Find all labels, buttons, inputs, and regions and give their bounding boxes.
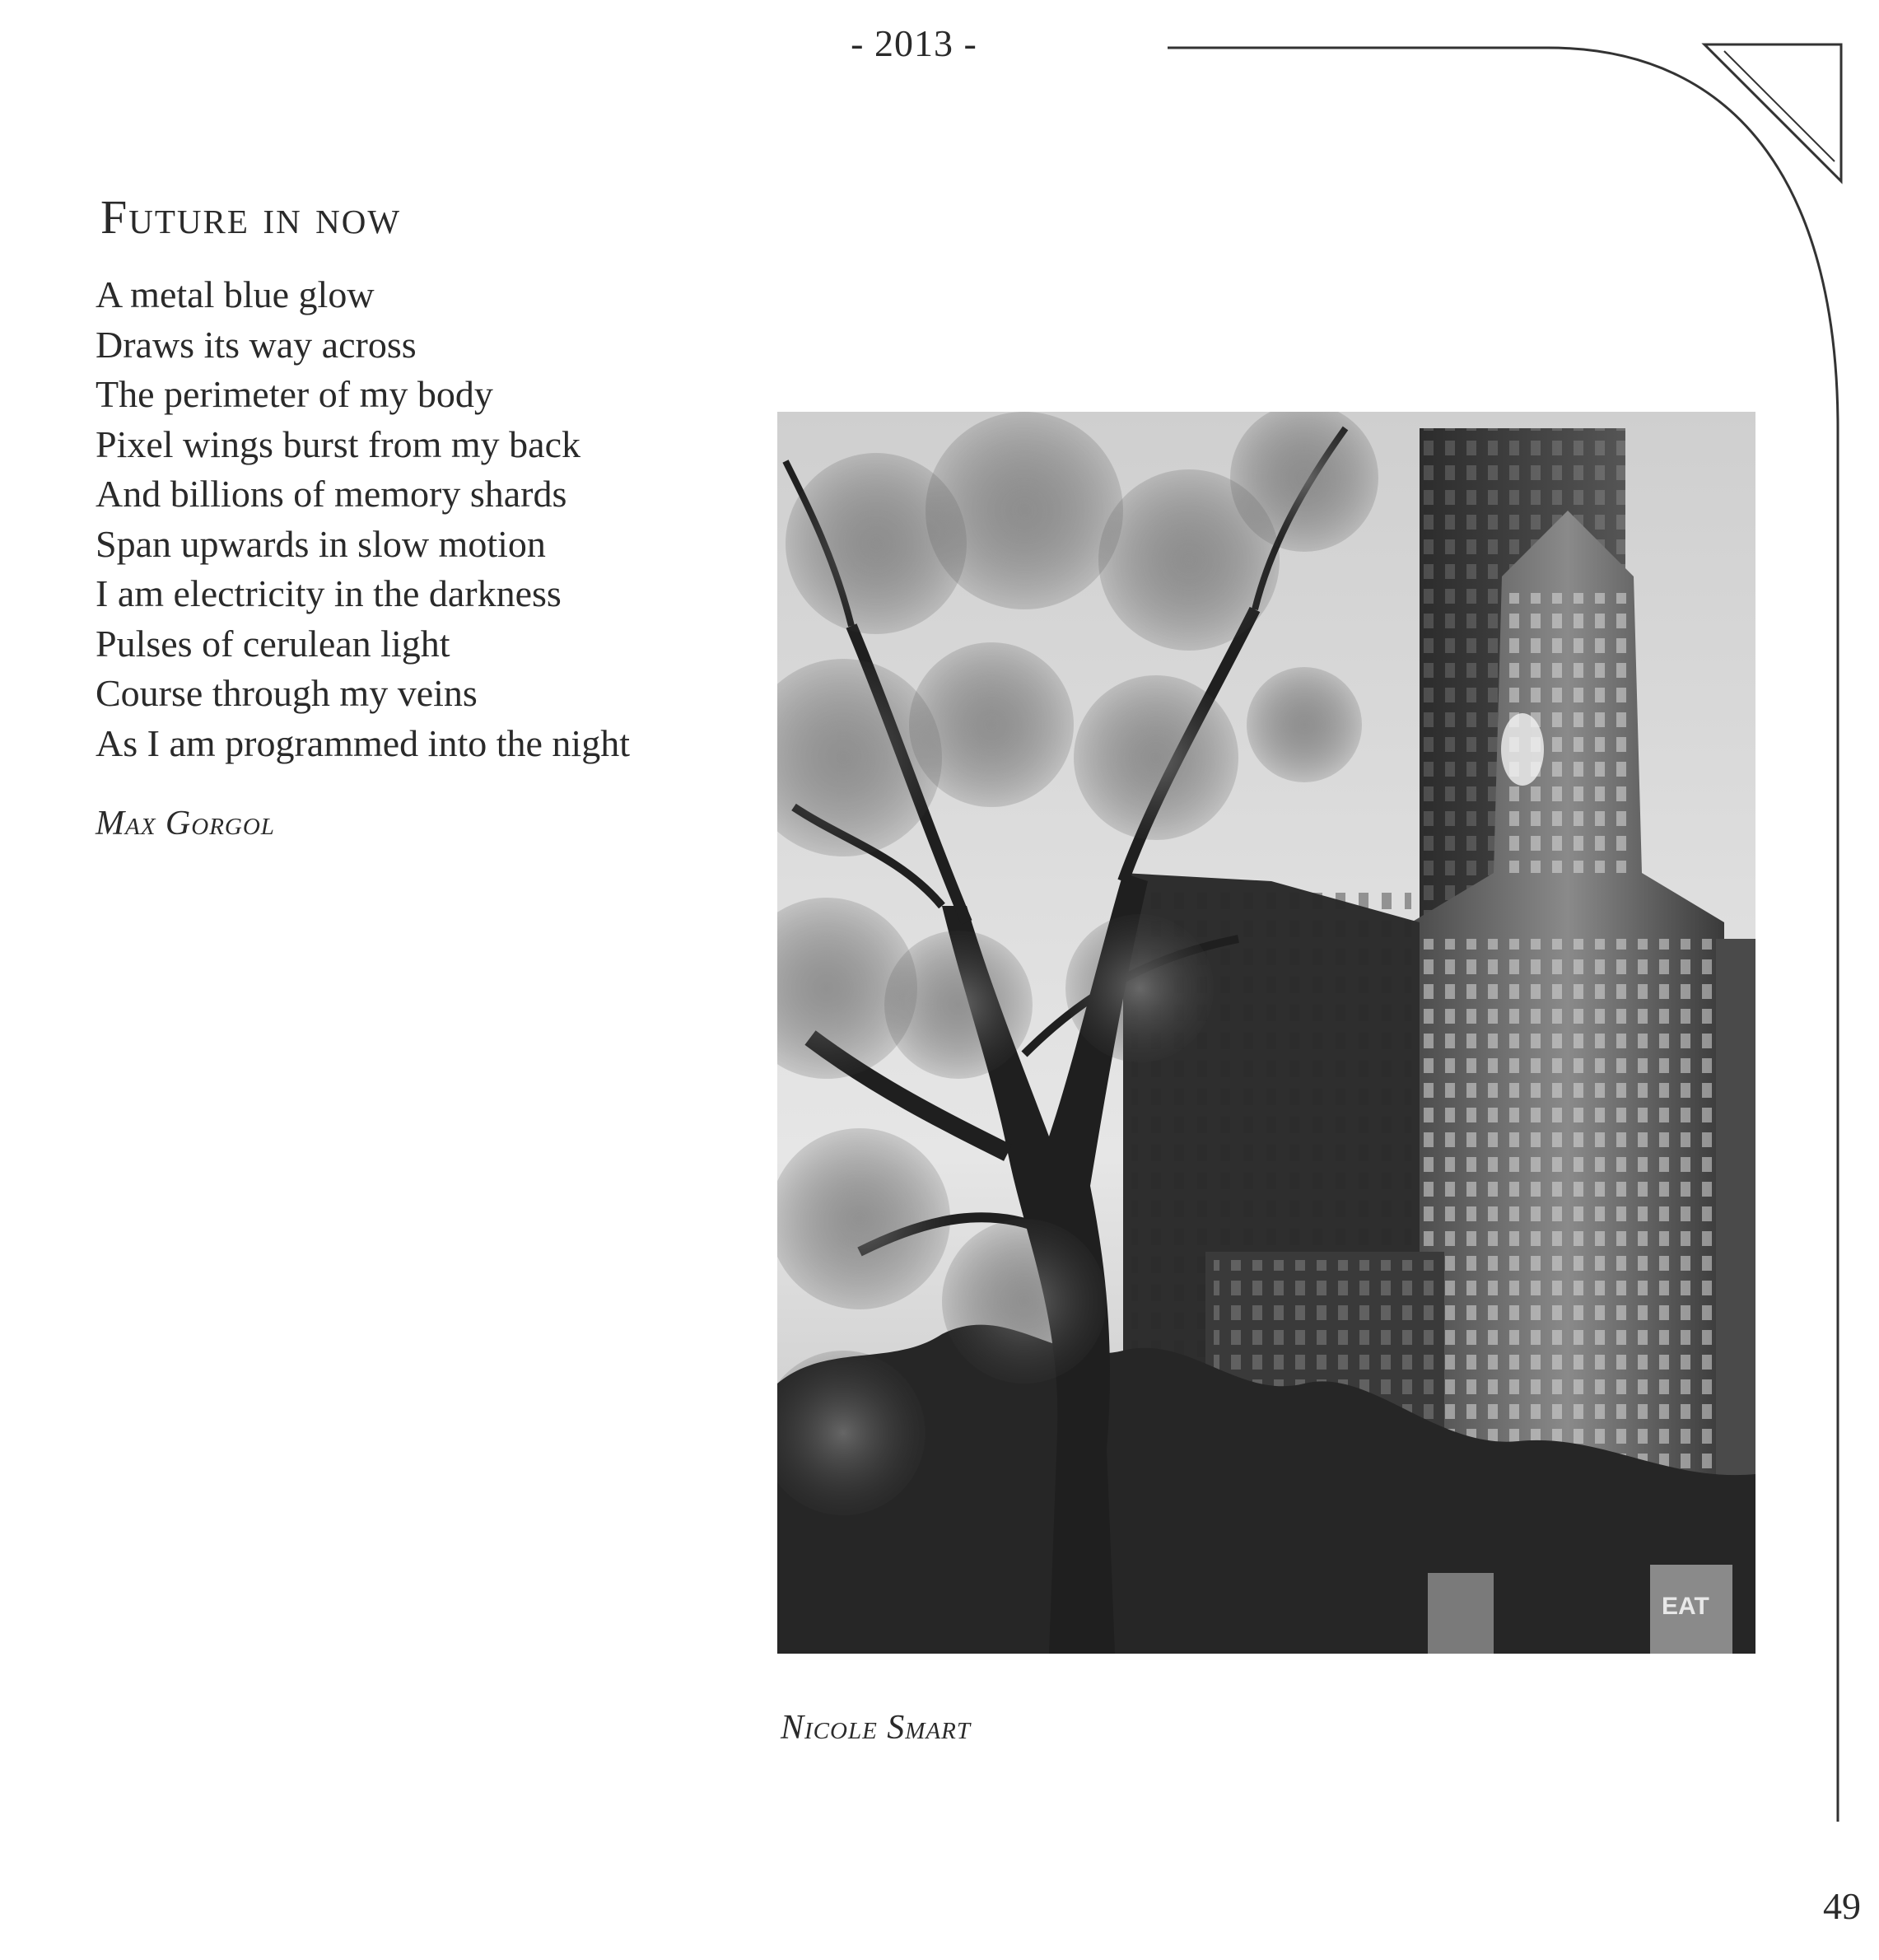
poem-line: And billions of memory shards [96, 473, 567, 515]
ornament-corner-inner [1724, 51, 1835, 161]
poem-line: Span upwards in slow motion [96, 522, 546, 565]
poem-body [96, 270, 630, 768]
poem-line: The perimeter of my body [96, 373, 493, 415]
photo-sign-left [1428, 1573, 1494, 1654]
poem-line: Pulses of cerulean light [96, 622, 450, 665]
city-photograph [777, 412, 1755, 1654]
poem-title: Future in now [100, 190, 402, 244]
photo-credit: Nicole Smart [781, 1709, 972, 1747]
poem-author: Max Gorgol [96, 805, 275, 842]
poem-line: I am electricity in the darkness [96, 572, 562, 614]
poem-line: Course through my veins [96, 672, 478, 714]
poem-line: As I am programmed into the night [96, 721, 630, 764]
running-header-year: - 2013 - [851, 22, 977, 64]
poem-line: Pixel wings burst from my back [96, 422, 580, 465]
poem-line: A metal blue glow [96, 273, 375, 315]
photo-sign-text: EAT [1662, 1593, 1709, 1620]
page-number: 49 [1823, 1885, 1861, 1927]
poem-line: Draws its way across [96, 323, 417, 366]
ornament-corner-triangle [1704, 44, 1841, 181]
